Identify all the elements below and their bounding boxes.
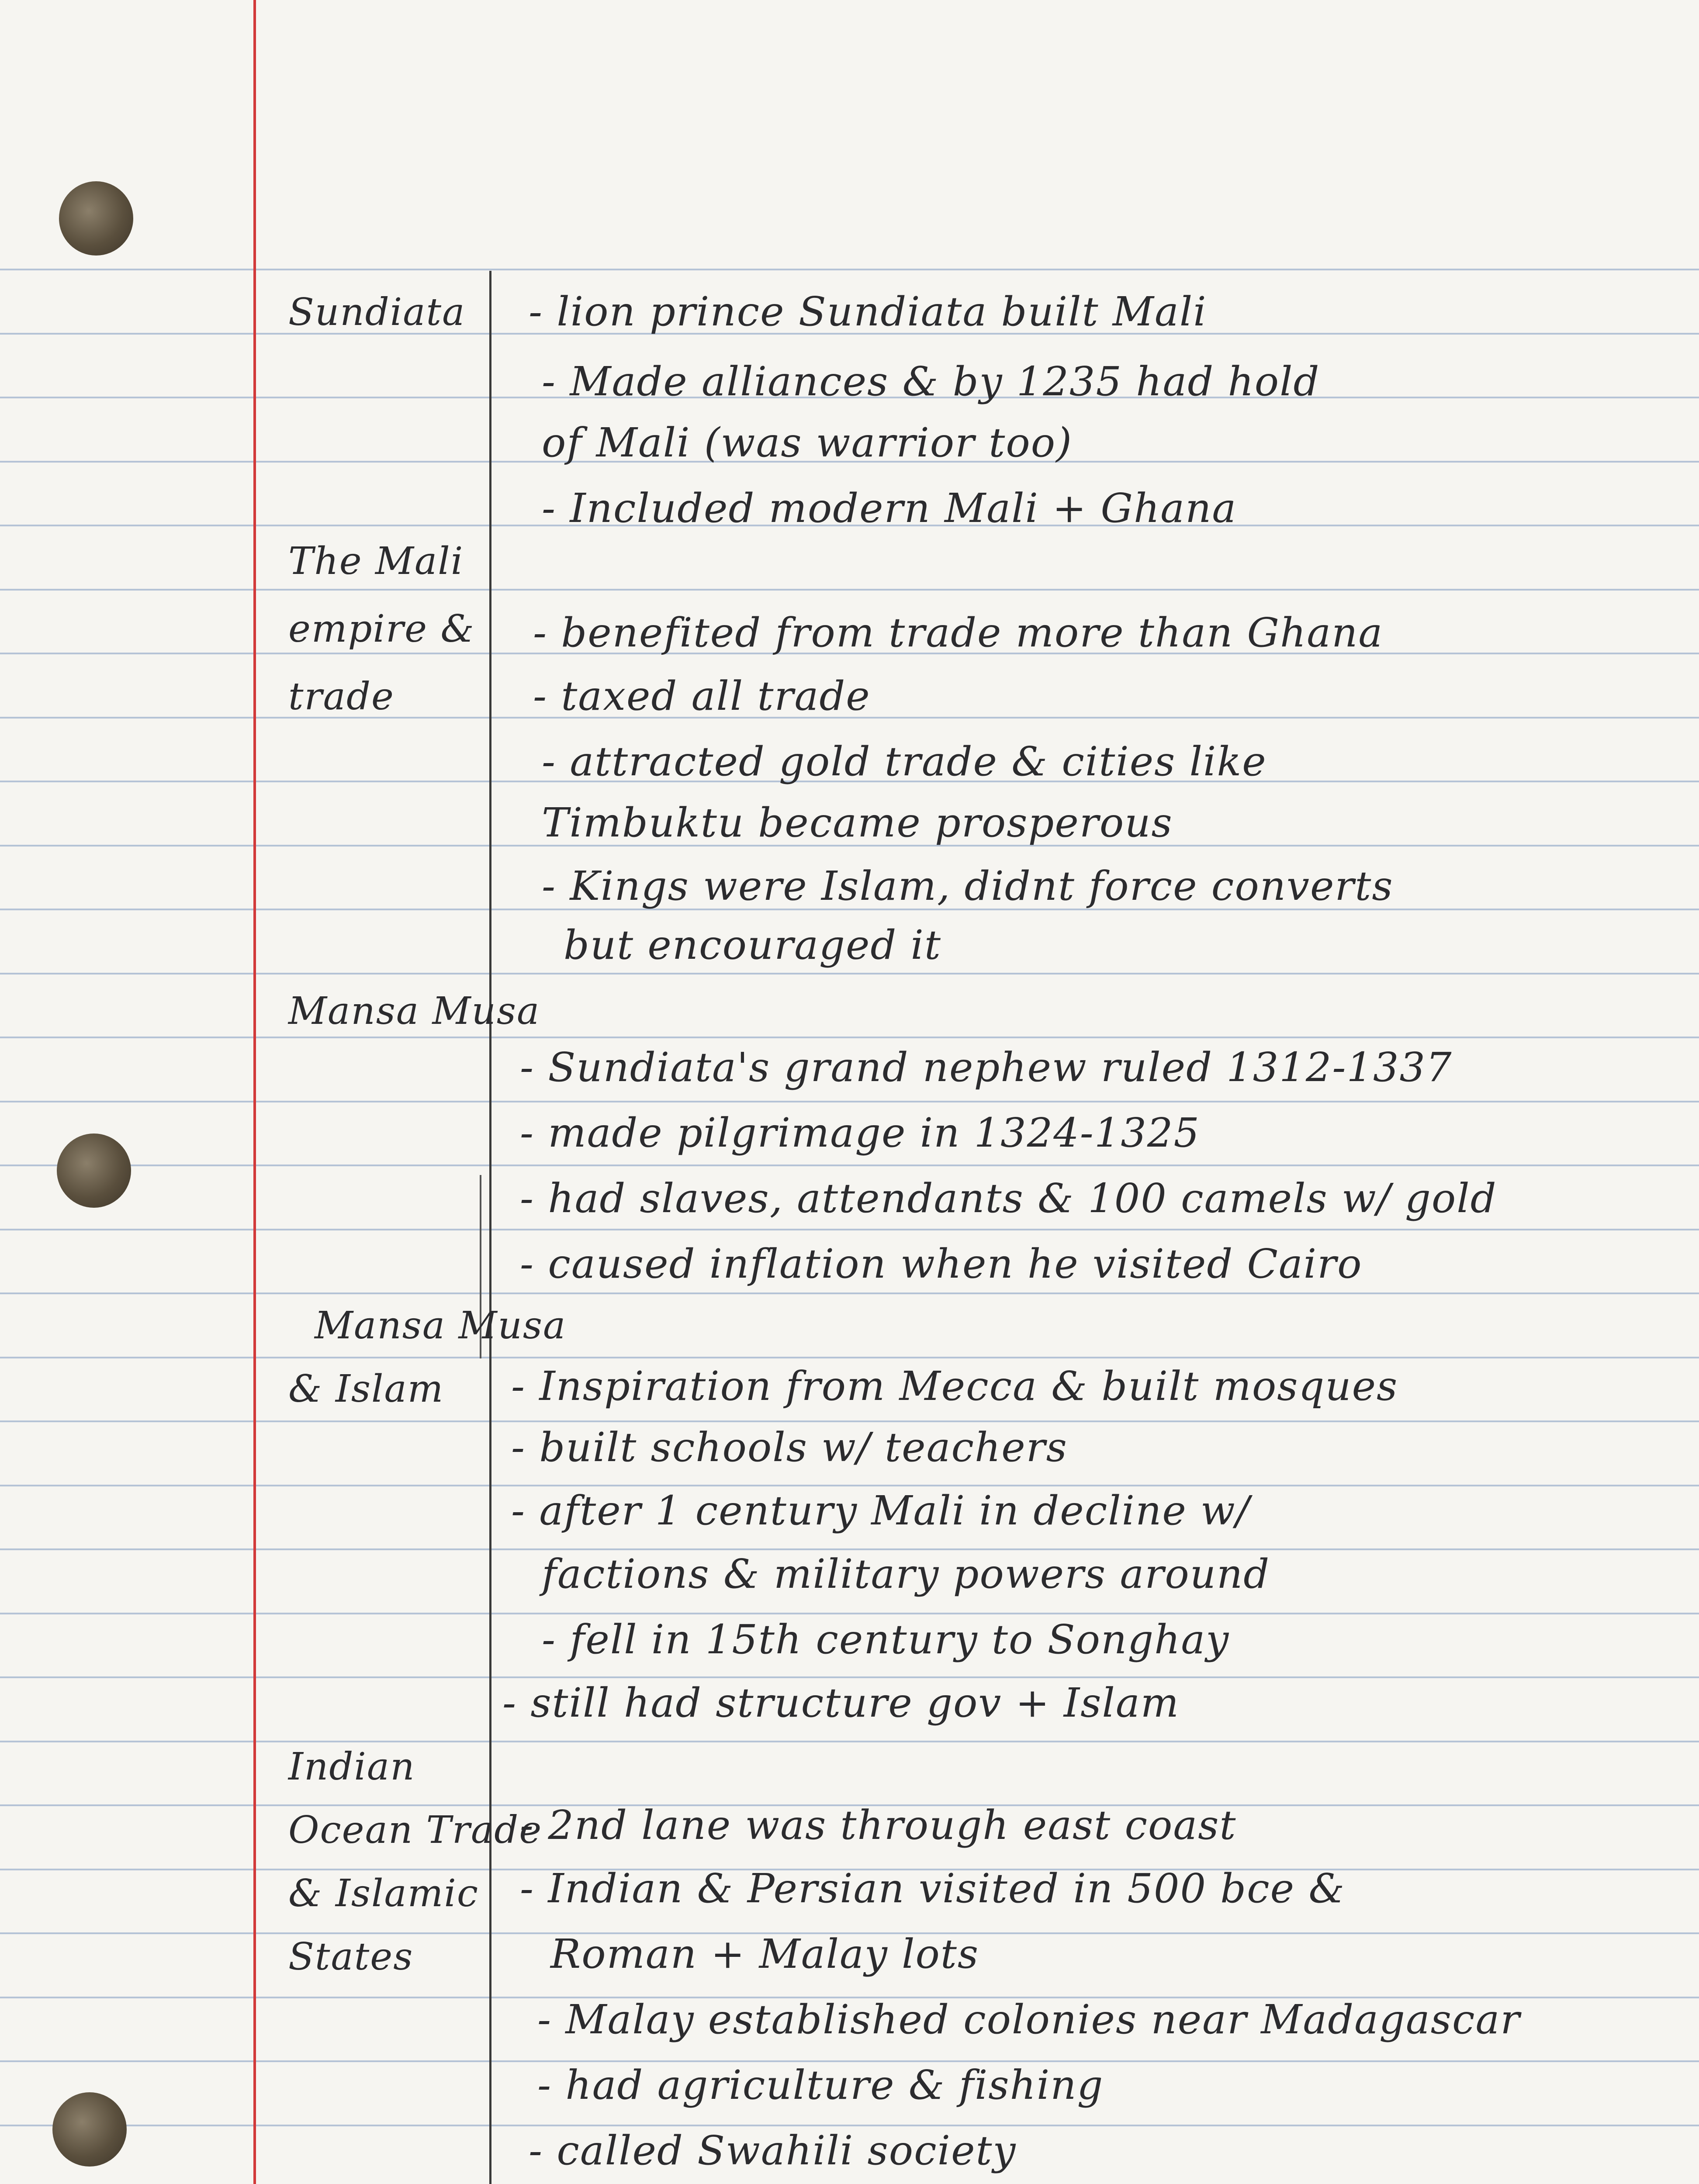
- note-line: - lion prince Sundiata built Mali: [529, 288, 1207, 335]
- note-line: - Malay established colonies near Madagascar: [537, 1996, 1521, 2043]
- note-line: - called Swahili society: [529, 2127, 1017, 2174]
- note-line: but encouraged it: [564, 922, 941, 968]
- heading-mansa-musa-islam: Mansa Musa: [315, 1304, 567, 1348]
- note-line: - Inspiration from Mecca & built mosques: [511, 1363, 1398, 1410]
- heading-mansa-musa: Mansa Musa: [288, 989, 540, 1033]
- note-line: - attracted gold trade & cities like: [542, 738, 1267, 785]
- note-line: - caused inflation when he visited Cairo: [520, 1241, 1363, 1287]
- heading-mali-empire: The Mali: [288, 539, 464, 583]
- binder-hole-top: [59, 181, 133, 256]
- note-line: - Sundiata's grand nephew ruled 1312-1337: [520, 1044, 1453, 1091]
- heading-indian-ocean-trade: States: [288, 1935, 414, 1979]
- note-line: - taxed all trade: [533, 673, 871, 719]
- note-line: factions & military powers around: [542, 1551, 1270, 1597]
- heading-sundiata: Sundiata: [288, 290, 466, 334]
- note-line: - Made alliances & by 1235 had hold: [542, 358, 1320, 405]
- binder-hole-bottom: [52, 2092, 127, 2167]
- note-line: - Kings were Islam, didnt force converts: [542, 863, 1394, 909]
- heading-mali-empire: empire &: [288, 607, 475, 651]
- red-margin-line: [253, 0, 256, 2184]
- heading-mali-empire: trade: [288, 675, 394, 719]
- note-line: - after 1 century Mali in decline w/: [511, 1487, 1250, 1534]
- note-line: - had agriculture & fishing: [537, 2062, 1104, 2108]
- heading-indian-ocean-trade: Ocean Trade: [288, 1808, 543, 1852]
- note-line: - had slaves, attendants & 100 camels w/ gold: [520, 1175, 1497, 1222]
- binder-hole-middle: [57, 1133, 131, 1208]
- note-line: Timbuktu became prosperous: [542, 799, 1173, 846]
- note-line: - Indian & Persian visited in 500 bce &: [520, 1865, 1346, 1912]
- note-line: - 2nd lane was through east coast: [520, 1802, 1237, 1849]
- note-line: - benefited from trade more than Ghana: [533, 609, 1384, 656]
- note-line: - Included modern Mali + Ghana: [542, 485, 1237, 532]
- heading-indian-ocean-trade: Indian: [288, 1745, 415, 1789]
- note-line: - still had structure gov + Islam: [502, 1679, 1180, 1726]
- heading-indian-ocean-trade: & Islamic: [288, 1872, 479, 1915]
- note-line: of Mali (was warrior too): [542, 419, 1073, 466]
- note-line: - made pilgrimage in 1324-1325: [520, 1109, 1200, 1156]
- column-divider-line: [489, 271, 491, 2184]
- note-line: Roman + Malay lots: [550, 1931, 979, 1977]
- heading-mansa-musa-islam: & Islam: [288, 1367, 444, 1411]
- note-line: - built schools w/ teachers: [511, 1424, 1068, 1471]
- note-line: - fell in 15th century to Songhay: [542, 1616, 1230, 1663]
